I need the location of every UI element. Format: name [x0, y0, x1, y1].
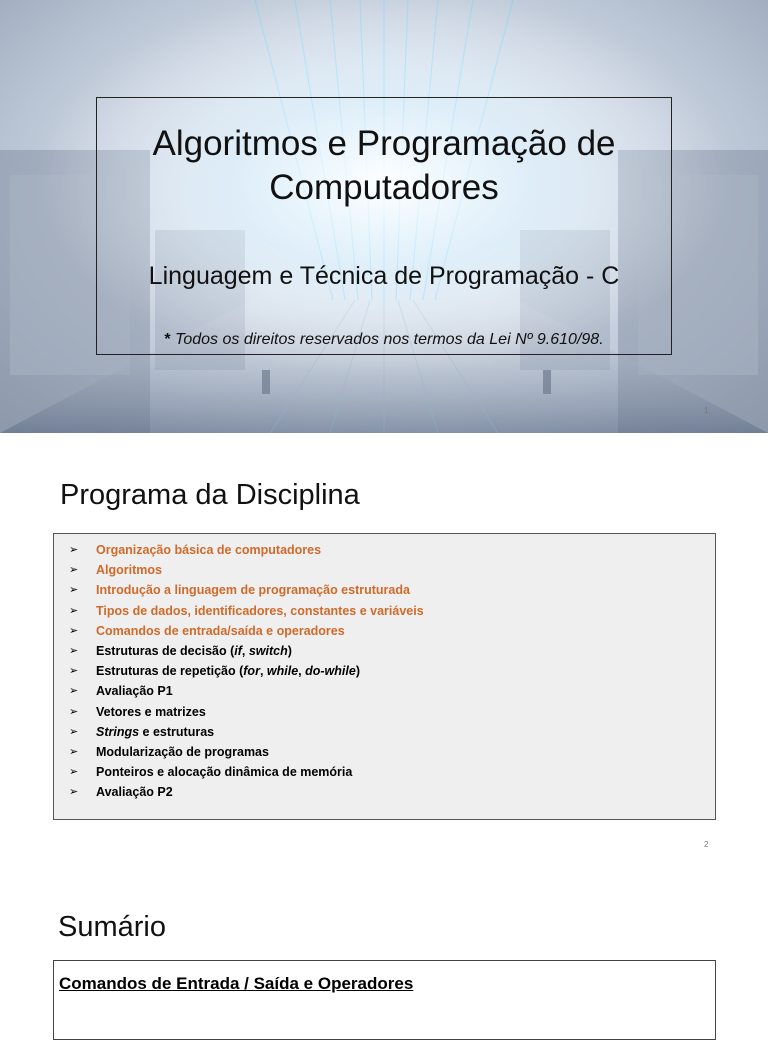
syllabus-item	[54, 580, 715, 600]
summary-slide	[0, 863, 768, 1024]
arrow-bullet-icon: ➢	[69, 584, 79, 597]
slide-title: Sumário	[58, 911, 166, 943]
presentation-subtitle: Linguagem e Técnica de Programação - C	[148, 262, 620, 290]
syllabus-item	[54, 560, 715, 580]
syllabus-slide	[0, 433, 768, 863]
arrow-bullet-icon: ➢	[69, 624, 79, 637]
arrow-bullet-icon: ➢	[69, 786, 79, 799]
arrow-bullet-icon: ➢	[69, 705, 79, 718]
arrow-bullet-icon: ➢	[69, 725, 79, 738]
arrow-bullet-icon: ➢	[69, 685, 79, 698]
syllabus-item-text: Avaliação P1	[96, 684, 173, 699]
syllabus-item-text: Tipos de dados, identificadores, constantes e variáveis	[96, 603, 424, 618]
arrow-bullet-icon: ➢	[69, 644, 79, 657]
syllabus-item-text: Ponteiros e alocação dinâmica de memória	[96, 765, 353, 780]
syllabus-item-text: Vetores e matrizes	[96, 704, 206, 719]
syllabus-item-text: Comandos de entrada/saída e operadores	[96, 623, 345, 638]
copyright-note	[97, 331, 671, 349]
arrow-bullet-icon: ➢	[69, 766, 79, 779]
copyright-star: *	[164, 331, 171, 348]
title-box	[96, 97, 672, 355]
syllabus-box	[53, 533, 716, 820]
syllabus-item	[54, 722, 715, 742]
syllabus-item	[54, 681, 715, 701]
arrow-bullet-icon: ➢	[69, 604, 79, 617]
arrow-bullet-icon: ➢	[69, 665, 79, 678]
slide-number: 1	[704, 406, 709, 415]
presentation-title: Algoritmos e Programação de Computadores	[152, 124, 616, 207]
slide-title: Programa da Disciplina	[60, 479, 360, 511]
syllabus-item	[54, 782, 715, 802]
copyright-text: Todos os direitos reservados nos termos da Lei Nº 9.610/98.	[175, 331, 604, 348]
syllabus-item	[54, 540, 715, 560]
syllabus-item	[54, 641, 715, 661]
title-slide	[0, 0, 768, 433]
arrow-bullet-icon: ➢	[69, 745, 79, 758]
syllabus-item-text: Strings e estruturas	[96, 724, 215, 739]
syllabus-item	[54, 621, 715, 641]
syllabus-item-text: Organização básica de computadores	[96, 543, 322, 557]
syllabus-item-text: Estruturas de decisão (if, switch)	[96, 643, 292, 658]
summary-box	[53, 960, 716, 1040]
syllabus-item-text: Introdução a linguagem de programação estruturada	[96, 583, 410, 598]
syllabus-item-text: Avaliação P2	[96, 785, 173, 800]
syllabus-item-text: Modularização de programas	[96, 744, 269, 759]
summary-heading: Comandos de Entrada / Saída e Operadores	[59, 974, 414, 993]
arrow-bullet-icon: ➢	[69, 564, 79, 577]
syllabus-item	[54, 601, 715, 621]
syllabus-item-text: Estruturas de repetição (for, while, do-while)	[96, 664, 360, 679]
syllabus-item	[54, 661, 715, 681]
syllabus-item-text: Algoritmos	[96, 563, 162, 578]
syllabus-item	[54, 702, 715, 722]
syllabus-list	[54, 534, 715, 802]
arrow-bullet-icon: ➢	[69, 544, 79, 556]
syllabus-item	[54, 762, 715, 782]
syllabus-item	[54, 742, 715, 762]
slide-number: 2	[704, 840, 709, 849]
